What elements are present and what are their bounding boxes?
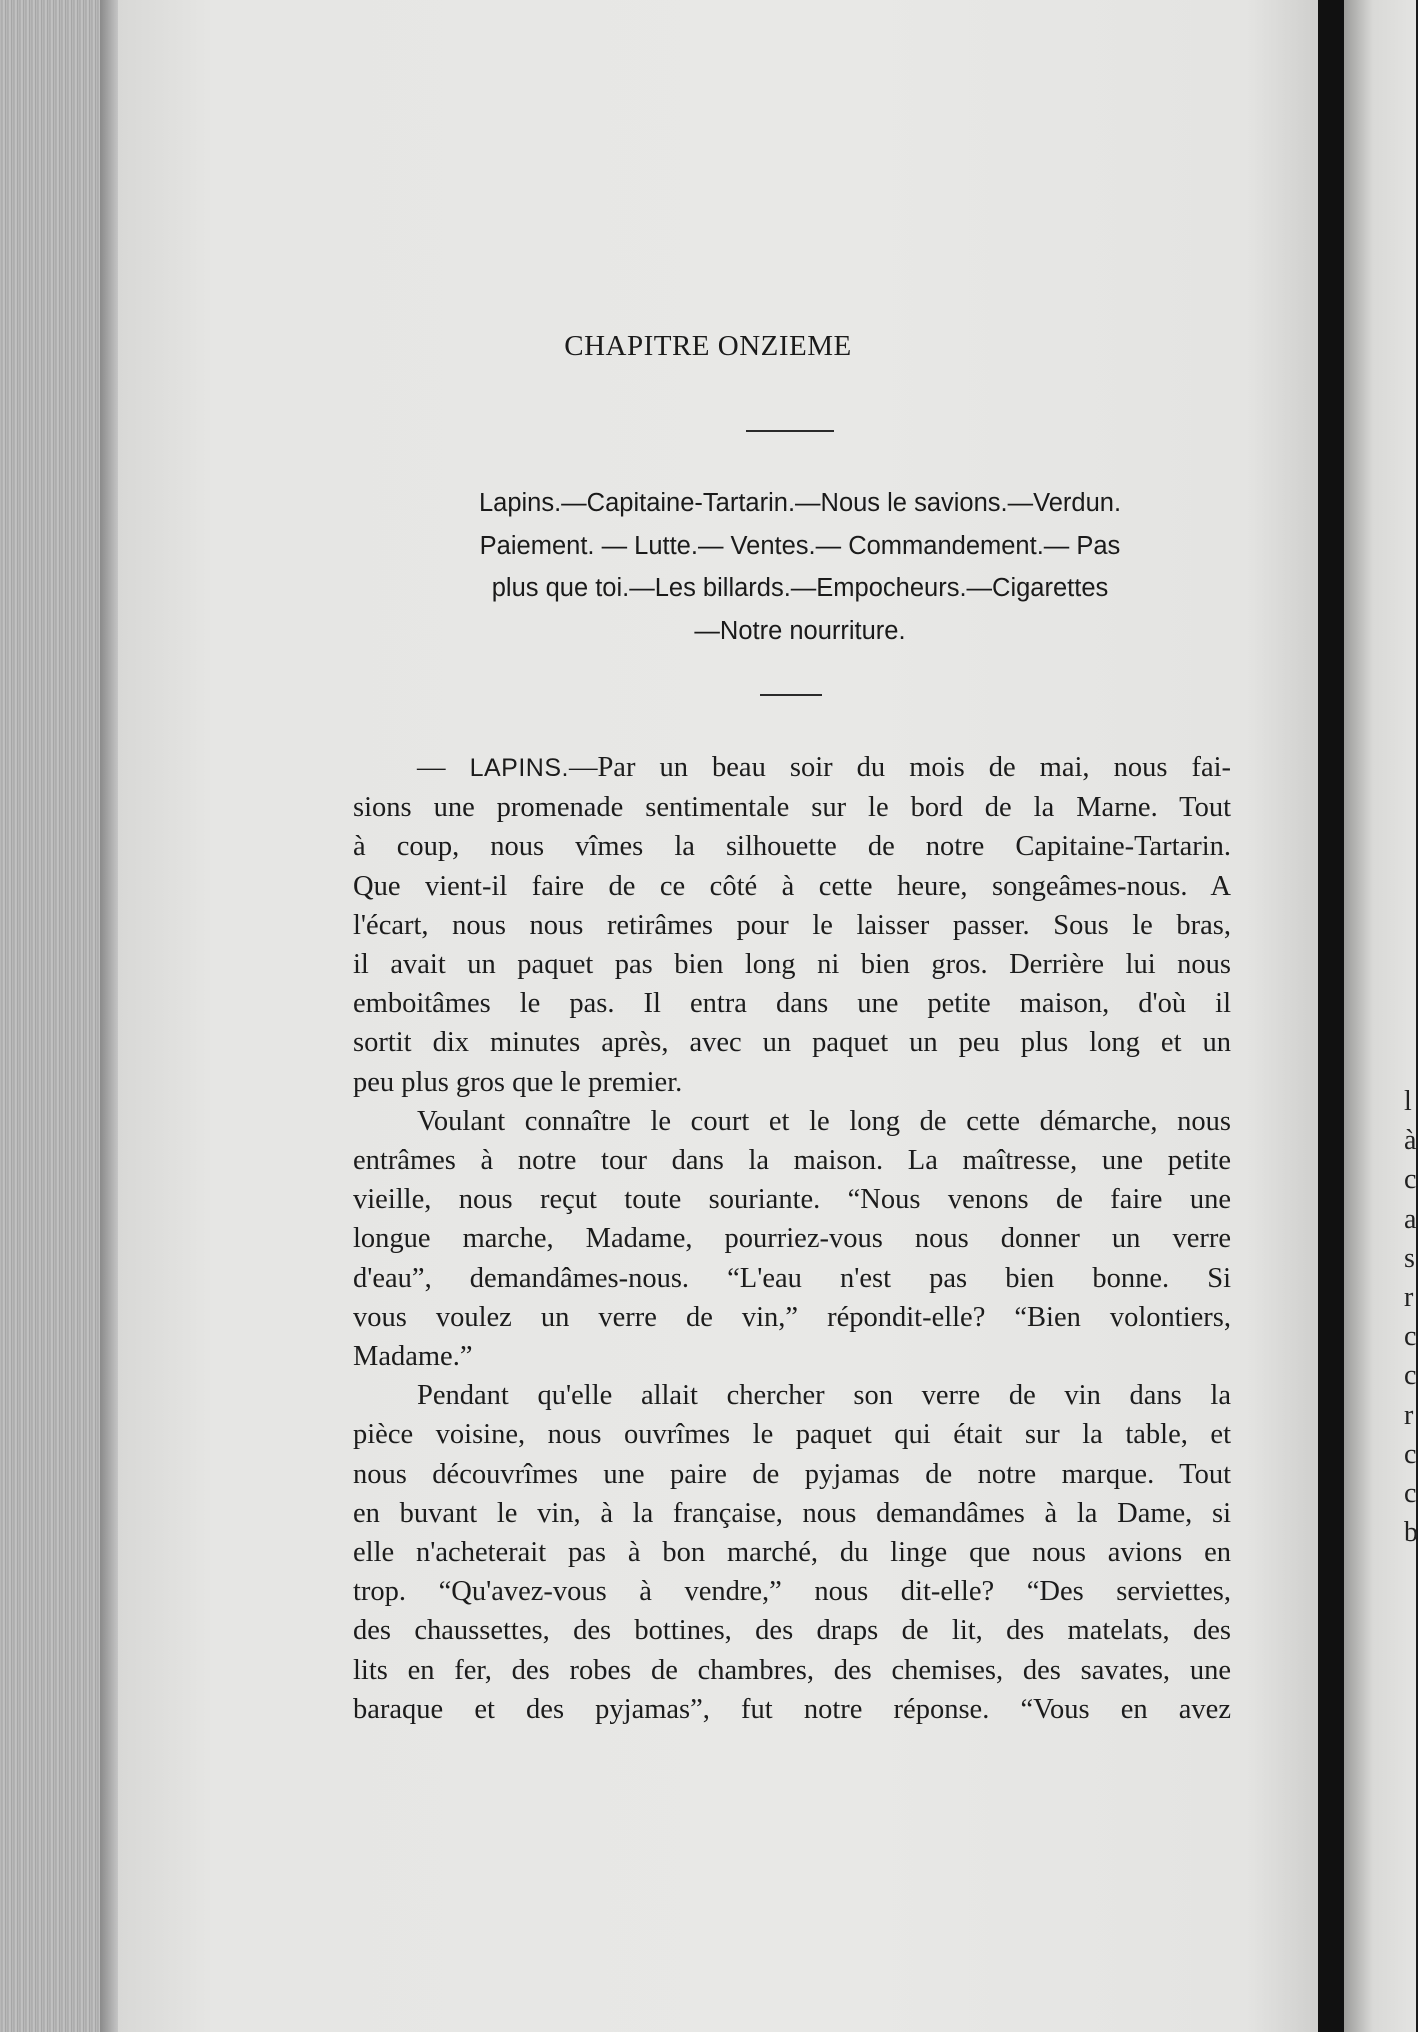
paragraph-line: Que vient-il faire de ce côté à cette heure, songeâmes-nous. A [353,870,1231,902]
summary-line: plus que toi.—Les billards.—Empocheurs.—Cigarettes [491,574,1109,602]
summary-divider [760,694,822,696]
facing-fragment: c [1404,1164,1417,1196]
book-gutter [1318,0,1344,2032]
summary-line: Lapins.—Capitaine-Tartarin.—Nous le savions.—Verdun. [478,489,1122,517]
paragraph-line [353,748,1231,788]
paragraph-line: des chaussettes, des bottines, des draps de lit, des matelats, des [353,1615,1231,1647]
paragraph-line: il avait un paquet pas bien long ni bien gros. Derrière lui nous [353,949,1231,981]
facing-fragment: à [1404,1125,1417,1157]
facing-fragment: r [1404,1281,1414,1313]
paragraph-line: baraque et des pyjamas”, fut notre réponse. “Vous en avez [353,1693,1231,1725]
paragraph-line-text: —Par un beau soir du mois de mai, nous fai- [568,752,1232,783]
paragraph-line: pièce voisine, nous ouvrîmes le paquet qui était sur la table, et [353,1419,1231,1451]
lead-dash: — [417,752,470,783]
chapter-title: CHAPITRE ONZIEME [564,330,852,362]
facing-fragment: r [1404,1399,1414,1431]
paragraph-line: Madame.” [353,1341,473,1373]
paragraph-line: entrâmes à notre tour dans la maison. La maîtresse, une petite [353,1145,1231,1177]
chapter-summary [300,482,1300,652]
paragraph-line: l'écart, nous nous retirâmes pour le laisser passer. Sous le bras, [353,909,1231,941]
facing-fragment: s [1404,1242,1415,1274]
paragraph-line: peu plus gros que le premier. [353,1066,683,1098]
summary-line: Paiement. — Lutte.— Ventes.— Commandement.— Pas [479,531,1121,560]
facing-page-edge [1344,0,1416,2032]
facing-fragment: c [1404,1438,1417,1470]
facing-fragment: c [1404,1360,1417,1392]
paragraph-line: vous voulez un verre de vin,” répondit-elle? “Bien volontiers, [353,1301,1231,1333]
summary-line: —Notre nourriture. [694,616,906,645]
paragraph-line: Voulant connaître le court et le long de cette démarche, nous [417,1105,1231,1137]
paragraph-line: à coup, nous vîmes la silhouette de notre Capitaine-Tartarin. [353,831,1231,863]
facing-page-text-fragments [1404,1082,1418,1552]
section-label-lapins: LAPINS. [469,754,569,782]
body-text [353,748,1231,1729]
facing-fragment: c [1404,1477,1417,1509]
page-edge-stack [0,0,112,2032]
paragraph-line: en buvant le vin, à la française, nous demandâmes à la Dame, si [353,1497,1231,1529]
paragraph-line: nous découvrîmes une paire de pyjamas de notre marque. Tout [353,1458,1231,1490]
facing-fragment: c [1404,1321,1417,1353]
paragraph-line: sortit dix minutes après, avec un paquet un peu plus long et un [353,1027,1231,1059]
paragraph-line: trop. “Qu'avez-vous à vendre,” nous dit-elle? “Des serviettes, [353,1576,1231,1608]
title-divider [746,430,834,432]
paragraph-line: elle n'acheterait pas à bon marché, du linge que nous avions en [353,1537,1231,1569]
facing-fragment: l [1404,1086,1412,1117]
paragraph-line: vieille, nous reçut toute souriante. “Nous venons de faire une [353,1184,1231,1216]
facing-fragment: a [1404,1203,1417,1235]
paragraph-line: emboitâmes le pas. Il entra dans une petite maison, d'où il [353,988,1231,1020]
paragraph-line: d'eau”, demandâmes-nous. “L'eau n'est pas bien bonne. Si [353,1262,1231,1294]
facing-fragment: b [1404,1517,1418,1549]
paragraph-line: longue marche, Madame, pourriez-vous nous donner un verre [353,1223,1231,1255]
paragraph-line: Pendant qu'elle allait chercher son verre de vin dans la [417,1380,1231,1412]
paragraph-line: lits en fer, des robes de chambres, des chemises, des savates, une [353,1654,1231,1686]
paragraph-line: sions une promenade sentimentale sur le bord de la Marne. Tout [353,792,1231,824]
